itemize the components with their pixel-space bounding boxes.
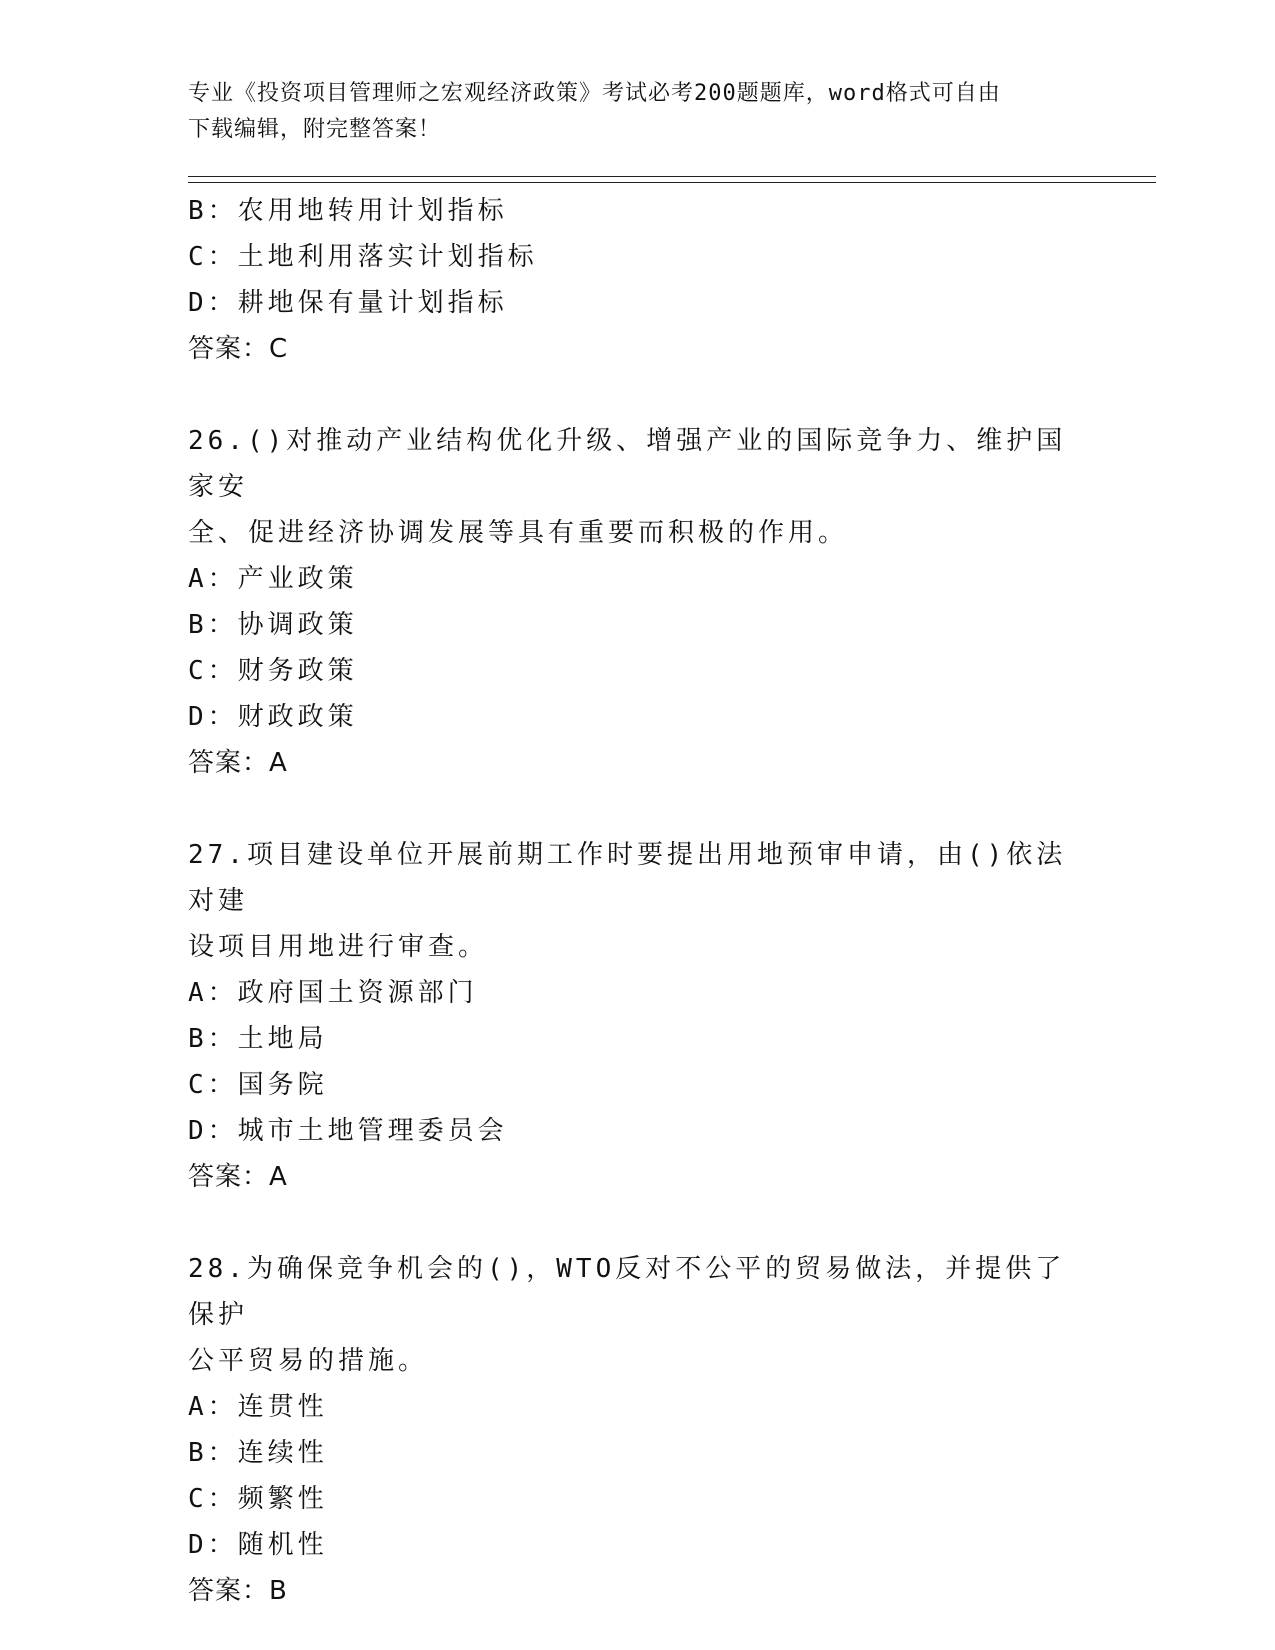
option-d: D：城市土地管理委员会 — [188, 1116, 508, 1146]
spacer — [188, 1200, 1088, 1246]
option-c: C：财务政策 — [188, 656, 358, 686]
option-b: B：农用地转用计划指标 — [188, 196, 508, 226]
header-line-1: 专业《投资项目管理师之宏观经济政策》考试必考200题题库，word格式可自由 — [188, 81, 1001, 106]
answer: 答案：C — [188, 334, 289, 364]
question-28 — [188, 1246, 1088, 1614]
question-stem-line-1: 28.为确保竞争机会的()，WTO反对不公平的贸易做法，并提供了保护 — [188, 1254, 1066, 1330]
option-b: B：协调政策 — [188, 610, 358, 640]
option-d: D：随机性 — [188, 1530, 328, 1560]
option-a: A：连贯性 — [188, 1392, 328, 1422]
answer: 答案：A — [188, 748, 288, 778]
header-line-2: 下载编辑，附完整答案！ — [188, 117, 442, 142]
question-list — [188, 188, 1088, 1614]
option-d: D：财政政策 — [188, 702, 358, 732]
spacer — [188, 786, 1088, 832]
question-26 — [188, 418, 1088, 786]
option-b: B：土地局 — [188, 1024, 328, 1054]
option-b: B：连续性 — [188, 1438, 328, 1468]
option-c: C：国务院 — [188, 1070, 328, 1100]
option-a: A：政府国土资源部门 — [188, 978, 478, 1008]
answer: 答案：A — [188, 1162, 288, 1192]
question-stem-line-2: 公平贸易的措施。 — [188, 1346, 429, 1376]
question-27 — [188, 832, 1088, 1200]
option-c: C：土地利用落实计划指标 — [188, 242, 538, 272]
header-divider-bottom — [188, 182, 1156, 183]
header-divider-top — [188, 176, 1156, 177]
option-d: D：耕地保有量计划指标 — [188, 288, 508, 318]
document-header — [188, 76, 1068, 148]
question-25-continued — [188, 188, 1088, 372]
question-stem-line-1: 26.()对推动产业结构优化升级、增强产业的国际竞争力、维护国家安 — [188, 426, 1067, 502]
spacer — [188, 372, 1088, 418]
option-a: A：产业政策 — [188, 564, 358, 594]
option-c: C：频繁性 — [188, 1484, 328, 1514]
question-stem-line-1: 27.项目建设单位开展前期工作时要提出用地预审申请，由()依法对建 — [188, 840, 1067, 916]
answer: 答案：B — [188, 1576, 288, 1606]
question-stem-line-2: 设项目用地进行审查。 — [188, 932, 489, 962]
question-stem-line-2: 全、促进经济协调发展等具有重要而积极的作用。 — [188, 518, 849, 548]
